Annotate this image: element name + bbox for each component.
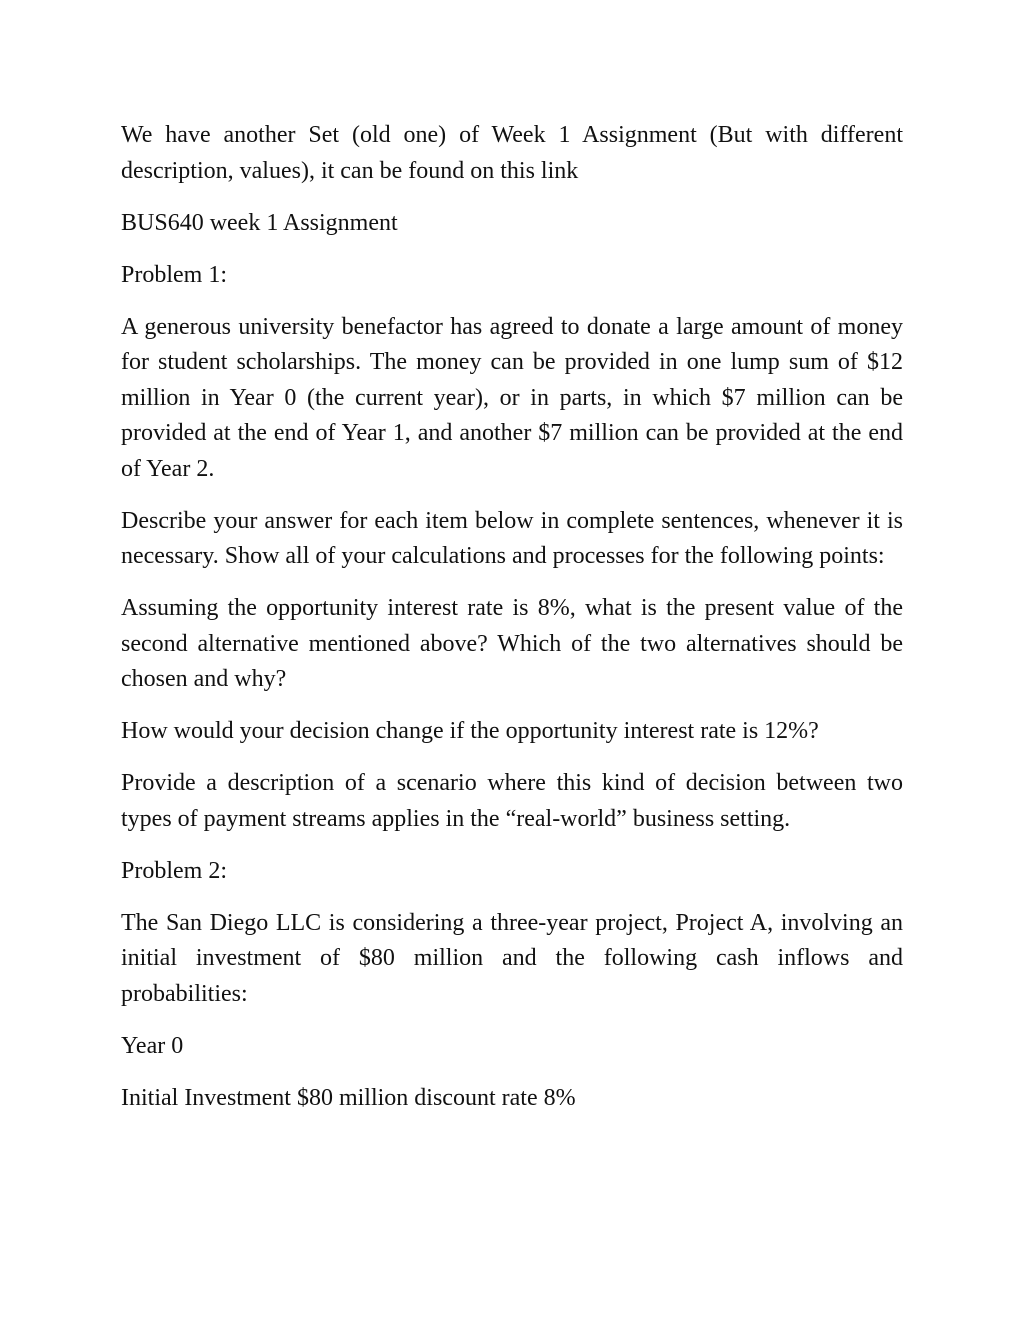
problem-2-description: The San Diego LLC is considering a three-year project, Project A, involving an initial investment of $80 million and the following cash inflows and probabilities: (121, 909, 903, 1007)
question-3: Provide a description of a scenario where this kind of decision between two types of payment streams applies in the “real-world” business setting. (121, 770, 903, 832)
problem-1-description: A generous university benefactor has agreed to donate a large amount of money for student scholarships. The money can be provided in one lump sum of $12 million in Year 0 (the current year), or in parts, in which $7 million can be provided at the end of Year 1, and another $7 million can be provided at the end of Year 2. (121, 313, 903, 482)
instructions-paragraph: Describe your answer for each item below in complete sentences, whenever it is necessary. Show all of your calculations and processes for the following points: (121, 507, 903, 569)
question-1: Assuming the opportunity interest rate is 8%, what is the present value of the second alternative mentioned above? Which of the two alternatives should be chosen and why? (121, 595, 903, 692)
assignment-link-text: BUS640 week 1 Assignment (121, 209, 398, 236)
question-2: How would your decision change if the opportunity interest rate is 12%? (121, 718, 819, 744)
year-0-label: Year 0 (121, 1032, 184, 1059)
initial-investment-line: Initial Investment $80 million discount rate 8% (121, 1084, 576, 1111)
document-page (121, 118, 903, 1133)
problem-1-heading: Problem 1: (121, 261, 227, 288)
intro-paragraph: We have another Set (old one) of Week 1 Assignment (But with different description, values), it can be found on this link (121, 122, 903, 184)
problem-2-heading: Problem 2: (121, 857, 227, 884)
